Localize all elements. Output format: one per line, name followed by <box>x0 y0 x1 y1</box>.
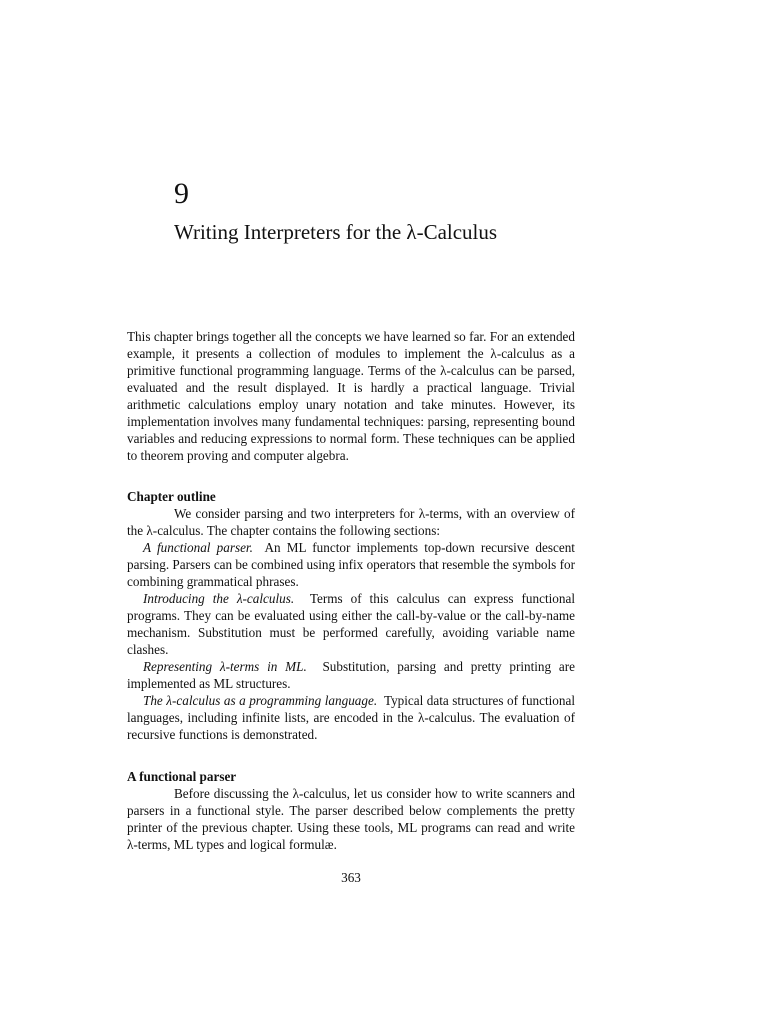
outline-entry <box>127 658 575 692</box>
outline-entry-text: Terms of this calculus can express functional programs. They can be evaluated using either the call-by-value or the call-by-name mechanism. Substitution must be performed carefully, avoiding variable name clashes. <box>127 591 575 657</box>
chapter-number: 9 <box>174 177 189 210</box>
page-number: 363 <box>341 870 361 885</box>
outline-entry <box>127 692 575 743</box>
outline-entry-title: Representing λ-terms in ML. <box>143 659 307 674</box>
chapter-outline-heading: Chapter outline <box>127 489 216 504</box>
outline-entry-text: Substitution, parsing and pretty printing are implemented as ML structures. <box>127 659 576 691</box>
outline-entry-text: Typical data structures of functional languages, including infinite lists, are encoded in the λ-calculus. The evaluation of recursive functions is demonstrated. <box>127 693 576 742</box>
intro-section <box>127 328 575 464</box>
chapter-outline-section <box>127 488 575 743</box>
functional-parser-section <box>127 768 575 853</box>
outline-entry-title: The λ-calculus as a programming language. <box>143 693 378 708</box>
outline-entry-title: Introducing the λ-calculus. <box>143 591 295 606</box>
functional-parser-paragraph: Before discussing the λ-calculus, let us consider how to write scanners and parsers in a functional style. The parser described below complements the pretty printer of the previous chapter. Using these tools, ML programs can read and write λ-terms, ML types and logical formulæ. <box>127 786 575 852</box>
outline-entry-title: A functional parser. <box>143 540 253 555</box>
outline-entry <box>127 590 575 658</box>
chapter-outline-lead: We consider parsing and two interpreters for λ-terms, with an overview of the λ-calculus. The chapter contains the following sections: <box>127 506 575 538</box>
intro-paragraph: This chapter brings together all the concepts we have learned so far. For an extended example, it presents a collection of modules to implement the λ-calculus as a primitive functional programming language. Terms of the λ-calculus can be parsed, evaluated and the result displayed. It is hardly a practical language. Trivial arithmetic calculations employ unary notation and take minutes. However, its implementation involves many fundamental techniques: parsing, representing bound variables and reducing expressions to normal form. These techniques can be applied to theorem proving and computer algebra. <box>127 329 575 463</box>
chapter-title: Writing Interpreters for the λ-Calculus <box>174 220 498 244</box>
functional-parser-heading: A functional parser <box>127 769 237 784</box>
outline-entry-text: An ML functor implements top-down recursive descent parsing. Parsers can be combined using infix operators that resemble the symbols for combining grammatical phrases. <box>127 540 575 589</box>
outline-entry <box>127 539 575 590</box>
